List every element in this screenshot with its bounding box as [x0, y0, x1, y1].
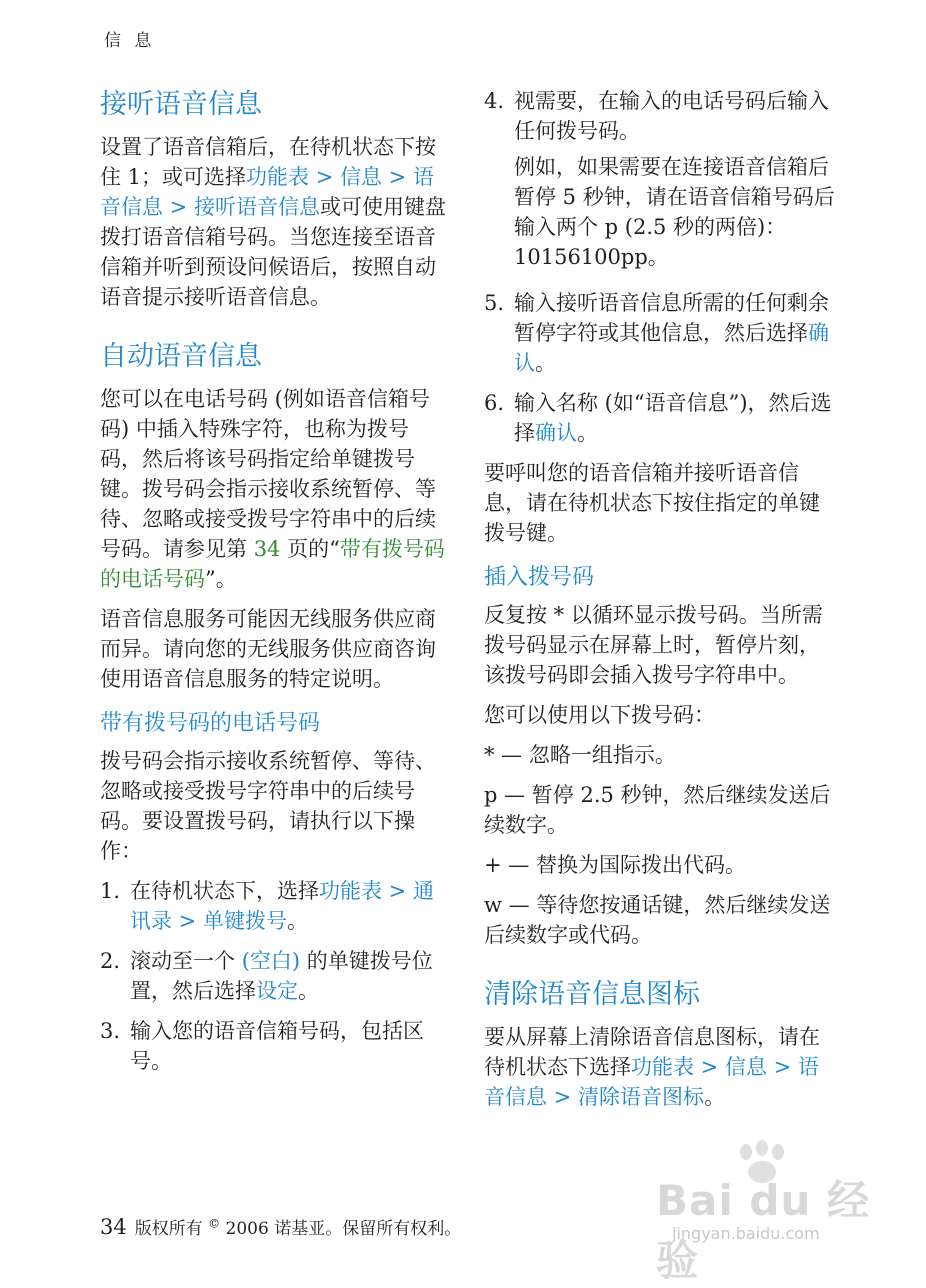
link-separator: > [766, 1055, 798, 1079]
list-item [100, 1016, 446, 1076]
link-speed-dial[interactable]: 单键拨号 [202, 909, 287, 933]
text-span: 您可以在电话号码 (例如语音信箱号码) 中插入特殊字符，也称为拨号码，然后将该号码指定给单键拨号键。拨号码会指示接收系统暂停、等待、忽略或接受拨号字符串中的后续号码。请参见第 [100, 387, 436, 561]
link-assign[interactable]: 设定 [256, 979, 298, 1003]
copyright-symbol: © [208, 1216, 221, 1231]
text-span: 的单键拨号位置，然后选择 [130, 949, 433, 1003]
link-empty[interactable]: (空白) [241, 949, 301, 973]
step-number: 3. [100, 1019, 121, 1043]
page-number: 34 [100, 1215, 127, 1239]
link-menu[interactable]: 功能表 [246, 165, 310, 189]
step-text [514, 288, 836, 378]
step-text [514, 388, 836, 448]
link-confirm[interactable]: 确认 [535, 421, 577, 445]
baidu-watermark [646, 1140, 876, 1285]
code-item: w — 等待您按通话键，然后继续发送后续数字或代码。 [484, 893, 831, 947]
heading-insert-dial-codes: 插入拨号码 [484, 565, 595, 590]
step-number: 1. [100, 879, 121, 903]
steps-list [100, 876, 446, 1076]
link-separator: > [309, 165, 340, 189]
left-column [100, 86, 446, 1086]
link-clear-voice-icon[interactable]: 清除语音图标 [577, 1085, 704, 1109]
link-voice-messages[interactable]: 语音信息 [484, 1055, 819, 1109]
paragraph-call-voicemail: 要呼叫您的语音信箱并接听语音信息，请在待机状态下按住指定的单键拨号键。 [484, 461, 820, 545]
copyright-text: 2006 诺基亚。保留所有权利。 [220, 1219, 462, 1239]
heading-numbers-with-dial-codes: 带有拨号码的电话号码 [100, 711, 321, 736]
link-contacts[interactable]: 通讯录 [130, 879, 434, 933]
code-item: p — 暂停 2.5 秒钟，然后继续发送后续数字。 [484, 783, 831, 837]
code-item: * — 忽略一组指示。 [484, 743, 676, 767]
link-menu[interactable]: 功能表 [319, 879, 382, 903]
link-messages[interactable]: 信息 [724, 1055, 767, 1079]
step-number: 6. [484, 391, 505, 415]
paragraph-available-codes: 您可以使用以下拨号码： [484, 703, 715, 727]
text-span: 或可使用键盘拨打语音信箱号码。当您连接至语音信箱并听到预设问候语后，按照自动语音提示接听语音信息。 [100, 195, 446, 309]
running-header: 信 息 [104, 31, 156, 51]
text-span: 输入名称 (如“语音信息”)，然后选择 [514, 391, 832, 445]
text-span: 设置了语音信箱后，在待机状态下按住 1；或可选择 [100, 135, 436, 189]
step-text [130, 946, 446, 1006]
step-number: 4. [484, 89, 505, 113]
step-text [514, 86, 836, 278]
watermark-url: jingyan.baidu.com [672, 1224, 820, 1243]
paragraph-insert-dial-codes: 反复按 * 以循环显示拨号码。当所需拨号码显示在屏幕上时，暂停片刻，该拨号码即会插入拨号字符串中。 [484, 603, 823, 687]
step-main-text: 视需要，在输入的电话号码后输入任何拨号码。 [514, 89, 829, 143]
link-messages[interactable]: 信息 [340, 165, 382, 189]
link-separator: > [172, 909, 203, 933]
link-confirm[interactable]: 确认 [514, 321, 829, 375]
text-span: ”。 [205, 567, 237, 591]
link-listen-voice-messages[interactable]: 接听语音信息 [193, 195, 320, 219]
watermark-logo: Bai du 经验 [656, 1176, 870, 1285]
step-number: 5. [484, 291, 505, 315]
text-span: 滚动至一个 [130, 949, 242, 973]
list-item [484, 86, 836, 278]
right-column [484, 86, 836, 1122]
list-item [484, 288, 836, 378]
heading-auto-voice-message: 自动语音信息 [100, 341, 262, 372]
crossref-link-dial-codes[interactable]: 带有拨号码的电话号码 [100, 537, 445, 591]
text-span: 输入接听语音信息所需的任何剩余暂停字符或其他信息，然后选择 [514, 291, 829, 345]
text-span: 。 [298, 979, 319, 1003]
list-item [100, 946, 446, 1006]
step-number: 2. [100, 949, 121, 973]
paragraph-dial-code-setup: 拨号码会指示接收系统暂停、等待、忽略或接受拨号字符串中的后续号码。要设置拨号码，请执行以下操作： [100, 749, 436, 863]
link-menu[interactable]: 功能表 [631, 1055, 694, 1079]
list-item [484, 388, 836, 448]
text-span: 要从屏幕上清除语音信息图标，请在待机状态下选择 [484, 1025, 820, 1079]
link-separator: > [694, 1055, 725, 1079]
text-span: 在待机状态下，选择 [130, 879, 319, 903]
heading-receive-voice-message: 接听语音信息 [100, 89, 262, 120]
page-ref-number[interactable]: 34 [253, 537, 281, 561]
paragraph-receive-voice [100, 132, 446, 312]
paragraph-dial-codes-intro [100, 384, 446, 594]
paragraph-clear-voice-icon [484, 1022, 836, 1112]
link-voice-messages[interactable]: 语音信息 [100, 165, 434, 219]
step-text [130, 876, 446, 936]
text-span: 。 [577, 421, 598, 445]
text-span: 。 [286, 909, 308, 933]
link-separator: > [382, 165, 413, 189]
copyright-text: 版权所有 [134, 1219, 209, 1239]
link-separator: > [163, 195, 194, 219]
code-item: + — 替换为国际拨出代码。 [484, 853, 746, 877]
list-item [100, 876, 446, 936]
text-span: 页的“ [280, 537, 340, 561]
link-separator: > [382, 879, 413, 903]
link-separator: > [547, 1085, 578, 1109]
step-text: 输入您的语音信箱号码，包括区号。 [130, 1019, 424, 1073]
page-footer [100, 1214, 461, 1239]
paragraph-service-note: 语音信息服务可能因无线服务供应商而异。请向您的无线服务供应商咨询使用语音信息服务的特定说明。 [100, 607, 436, 691]
text-span: 。 [703, 1085, 725, 1109]
step-example: 例如，如果需要在连接语音信箱后暂停 5 秒钟，请在语音信箱号码后输入两个 p (2.5 秒的两倍)：10156100pp。 [514, 155, 835, 269]
text-span: 。 [535, 351, 556, 375]
heading-clear-voice-icon: 清除语音信息图标 [484, 979, 700, 1010]
